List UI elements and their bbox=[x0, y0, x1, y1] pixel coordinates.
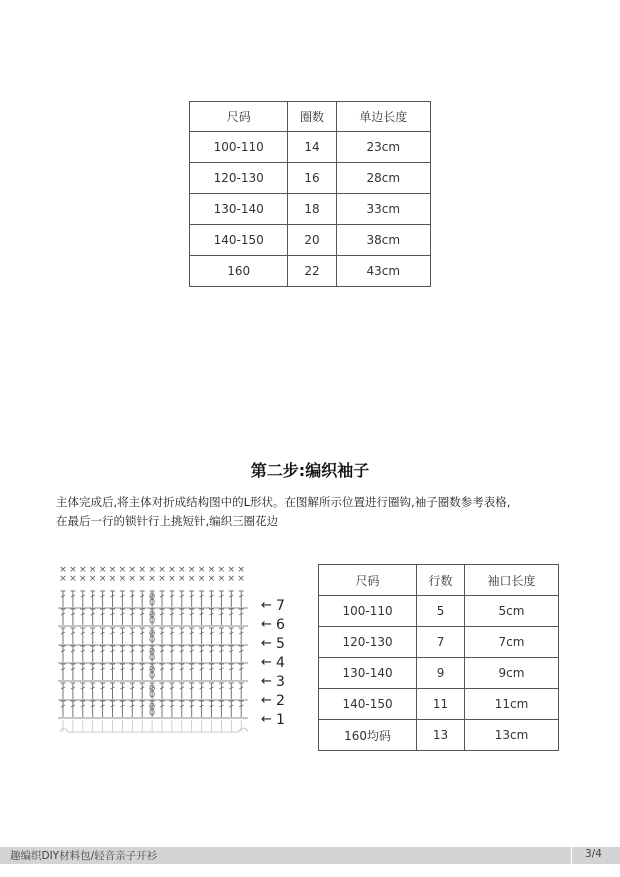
row-number-label: 5 bbox=[276, 636, 285, 652]
sc-stitch-mark: × bbox=[69, 565, 77, 575]
sc-stitch-mark: × bbox=[187, 565, 196, 575]
table-cell: 43cm bbox=[336, 256, 430, 287]
table-row bbox=[319, 658, 559, 689]
sc-stitch-mark: × bbox=[138, 574, 146, 584]
row-labels bbox=[261, 598, 285, 728]
sc-stitch-mark: × bbox=[207, 574, 216, 584]
stitch-grid bbox=[58, 565, 248, 732]
table-cell: 9cm bbox=[465, 658, 559, 689]
table-cell: 5cm bbox=[465, 596, 559, 627]
table-cell: 100-110 bbox=[190, 132, 288, 163]
row-arrow-icon: ← bbox=[261, 617, 272, 632]
table-header-cell: 圈数 bbox=[288, 102, 336, 132]
section-description bbox=[56, 493, 596, 531]
sc-stitch-mark: × bbox=[178, 565, 186, 575]
table-cell: 11 bbox=[417, 689, 465, 720]
table-row bbox=[319, 689, 559, 720]
sc-stitch-mark: × bbox=[59, 574, 67, 584]
sc-stitch-mark: × bbox=[79, 574, 87, 584]
table-cell: 120-130 bbox=[319, 627, 417, 658]
table-cell: 23cm bbox=[336, 132, 430, 163]
description-line: 在最后一行的锁针行上挑短针,编织三圈花边 bbox=[56, 514, 279, 528]
table-row bbox=[190, 194, 431, 225]
sc-stitch-mark: × bbox=[98, 574, 107, 584]
table-row bbox=[190, 256, 431, 287]
sc-stitch-mark: × bbox=[168, 565, 176, 575]
row-arrow-icon: ← bbox=[261, 636, 272, 651]
table-cell: 11cm bbox=[465, 689, 559, 720]
table-cell: 20 bbox=[288, 225, 336, 256]
sc-stitch-mark: × bbox=[227, 574, 236, 584]
row-arrow-icon: ← bbox=[261, 598, 272, 613]
table-row bbox=[319, 596, 559, 627]
table-cell: 7cm bbox=[465, 627, 559, 658]
sc-stitch-mark: × bbox=[217, 574, 226, 584]
table-cell: 9 bbox=[417, 658, 465, 689]
bottom-edge bbox=[60, 728, 248, 732]
table-row bbox=[190, 132, 431, 163]
table-cell: 120-130 bbox=[190, 163, 288, 194]
table-cell: 14 bbox=[288, 132, 336, 163]
table-cell: 160均码 bbox=[319, 720, 417, 751]
table-row bbox=[319, 627, 559, 658]
sc-stitch-mark: × bbox=[148, 574, 156, 584]
table-header-row bbox=[319, 565, 559, 596]
row-number-label: 4 bbox=[276, 655, 285, 671]
row-number-label: 3 bbox=[276, 674, 285, 690]
section-title: 第二步:编织袖子 bbox=[250, 461, 370, 480]
sc-stitch-mark: × bbox=[88, 565, 97, 575]
sc-stitch-mark: × bbox=[197, 565, 206, 575]
row-arrow-icon: ← bbox=[261, 655, 272, 670]
page-footer bbox=[0, 847, 620, 864]
sc-stitch-mark: × bbox=[108, 574, 117, 584]
row-arrow-icon: ← bbox=[261, 674, 272, 689]
table-cell: 18 bbox=[288, 194, 336, 225]
sc-stitch-mark: × bbox=[178, 574, 186, 584]
footer-divider bbox=[571, 847, 572, 864]
sc-stitch-mark: × bbox=[187, 574, 196, 584]
table-cell: 7 bbox=[417, 627, 465, 658]
footer-title: 趣编织DIY材料包/轻音亲子开衫 bbox=[10, 850, 158, 862]
row-arrow-icon: ← bbox=[261, 712, 272, 727]
table-cell: 28cm bbox=[336, 163, 430, 194]
page-number: 3/4 bbox=[585, 848, 602, 860]
crochet-stitch-diagram bbox=[54, 564, 302, 746]
sc-stitch-mark: × bbox=[237, 574, 245, 584]
sc-stitch-mark: × bbox=[158, 574, 166, 584]
sc-stitch-mark: × bbox=[88, 574, 97, 584]
sc-stitch-mark: × bbox=[69, 574, 77, 584]
table-cell: 160 bbox=[190, 256, 288, 287]
table-row bbox=[319, 720, 559, 751]
sc-stitch-mark: × bbox=[158, 565, 166, 575]
table-cell: 5 bbox=[417, 596, 465, 627]
table-cell: 140-150 bbox=[190, 225, 288, 256]
table-cell: 38cm bbox=[336, 225, 430, 256]
table-cell: 22 bbox=[288, 256, 336, 287]
sc-stitch-mark: × bbox=[217, 565, 226, 575]
description-line: 主体完成后,将主体对折成结构图中的L形状。在图解所示位置进行圈钩,袖子圈数参考表格, bbox=[56, 495, 511, 509]
row-number-label: 2 bbox=[276, 693, 285, 709]
sc-stitch-mark: × bbox=[237, 565, 245, 575]
table-cell: 13cm bbox=[465, 720, 559, 751]
sc-stitch-mark: × bbox=[79, 565, 87, 575]
row-number-label: 1 bbox=[276, 712, 285, 728]
sc-stitch-mark: × bbox=[227, 565, 236, 575]
table-header-cell: 行数 bbox=[417, 565, 465, 596]
row-number-label: 6 bbox=[276, 617, 285, 633]
table-cell: 130-140 bbox=[319, 658, 417, 689]
table-header-row bbox=[190, 102, 431, 132]
sc-stitch-mark: × bbox=[59, 565, 67, 575]
table-header-cell: 单边长度 bbox=[336, 102, 430, 132]
sc-stitch-mark: × bbox=[168, 574, 176, 584]
table-cell: 13 bbox=[417, 720, 465, 751]
table-header-cell: 袖口长度 bbox=[465, 565, 559, 596]
sc-stitch-mark: × bbox=[118, 565, 127, 575]
sc-stitch-mark: × bbox=[118, 574, 127, 584]
row-number-label: 7 bbox=[276, 598, 285, 614]
sc-stitch-mark: × bbox=[138, 565, 146, 575]
table-row bbox=[190, 163, 431, 194]
table-header-cell: 尺码 bbox=[319, 565, 417, 596]
size-rounds-table bbox=[189, 101, 431, 287]
sc-stitch-mark: × bbox=[108, 565, 117, 575]
table-header-cell: 尺码 bbox=[190, 102, 288, 132]
table-cell: 16 bbox=[288, 163, 336, 194]
sc-stitch-mark: × bbox=[128, 574, 137, 584]
table-row bbox=[190, 225, 431, 256]
sc-stitch-mark: × bbox=[197, 574, 206, 584]
sleeve-rows-table bbox=[318, 564, 559, 751]
table-cell: 140-150 bbox=[319, 689, 417, 720]
sc-stitch-mark: × bbox=[148, 565, 156, 575]
table-cell: 33cm bbox=[336, 194, 430, 225]
sc-stitch-mark: × bbox=[207, 565, 216, 575]
sc-stitch-mark: × bbox=[98, 565, 107, 575]
sc-stitch-mark: × bbox=[128, 565, 137, 575]
table-cell: 130-140 bbox=[190, 194, 288, 225]
table-cell: 100-110 bbox=[319, 596, 417, 627]
row-arrow-icon: ← bbox=[261, 693, 272, 708]
